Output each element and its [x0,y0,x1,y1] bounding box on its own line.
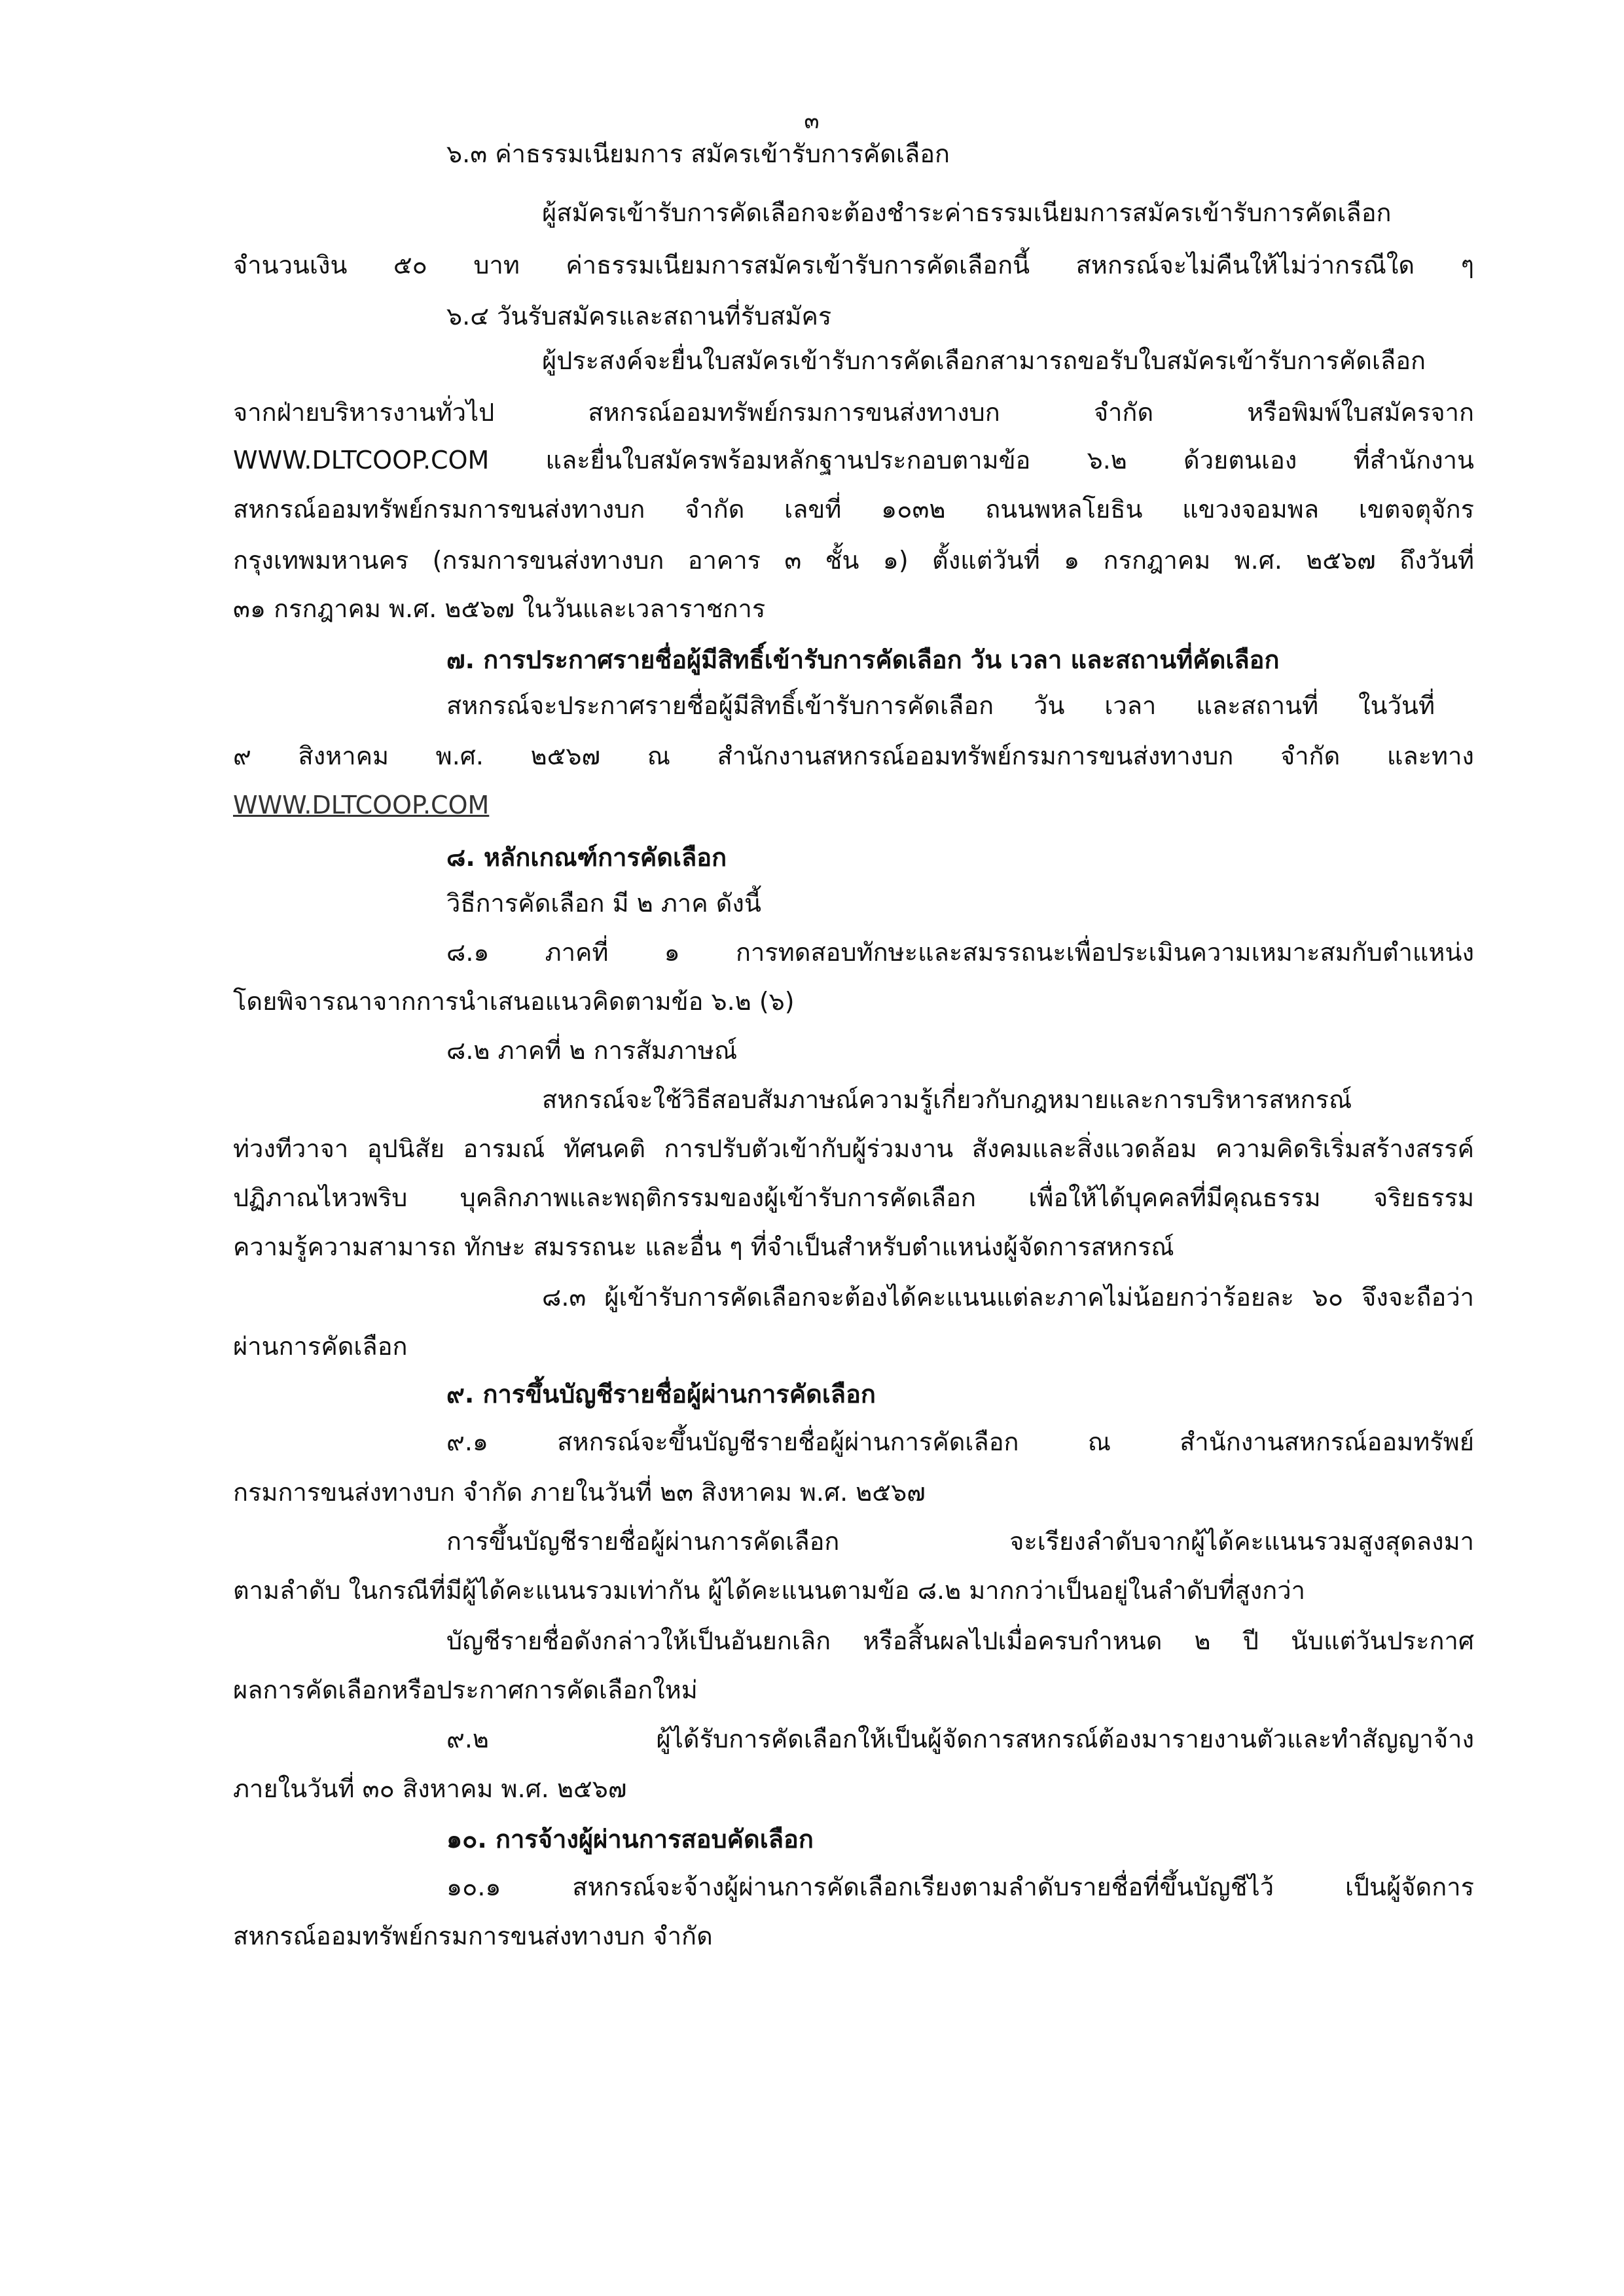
paragraph-line: ความรู้ความสามารถ ทักษะ สมรรถนะ และอื่น ๆ ที่จำเป็นสำหรับตำแหน่งผู้จัดการสหกรณ์ [233,1232,1174,1261]
paragraph-line: ผู้ประสงค์จะยื่นใบสมัครเข้ารับการคัดเลือกสามารถขอรับใบสมัครเข้ารับการคัดเลือก [542,346,1426,375]
paragraph-line: โดยพิจารณาจากการนำเสนอแนวคิดตามข้อ ๖.๒ (๖) [233,987,795,1016]
paragraph-line: ผู้สมัครเข้ารับการคัดเลือกจะต้องชำระค่าธรรมเนียมการสมัครเข้ารับการคัดเลือก [542,198,1392,227]
section-8-3-line: ๘.๓ ผู้เข้ารับการคัดเลือกจะต้องได้คะแนนแต่ละภาคไม่น้อยกว่าร้อยละ ๖๐ จึงจะถือว่า [542,1283,1474,1312]
section-8-heading: ๘. หลักเกณฑ์การคัดเลือก [446,843,727,872]
section-8-1-line: ๘.๑ ภาคที่ ๑ การทดสอบทักษะและสมรรถนะเพื่อประเมินความเหมาะสมกับตำแหน่ง [446,938,1474,967]
paragraph-line: สหกรณ์ออมทรัพย์กรมการขนส่งทางบก จำกัด [233,1922,713,1950]
paragraph-line: WWW.DLTCOOP.COM และยื่นใบสมัครพร้อมหลักฐานประกอบตามข้อ ๖.๒ ด้วยตนเอง ที่สำนักงาน [233,446,1474,475]
section-10-1-line: ๑๐.๑ สหกรณ์จะจ้างผู้ผ่านการคัดเลือกเรียงตามลำดับรายชื่อที่ขึ้นบัญชีไว้ เป็นผู้จัดการ [446,1873,1474,1901]
paragraph-line: กรมการขนส่งทางบก จำกัด ภายในวันที่ ๒๓ สิงหาคม พ.ศ. ๒๕๖๗ [233,1478,926,1507]
paragraph-line: ท่วงทีวาจา อุปนิสัย อารมณ์ ทัศนคติ การปรับตัวเข้ากับผู้ร่วมงาน สังคมและสิ่งแวดล้อม ความคิดริเริ่มสร้างสรรค์ [233,1134,1474,1163]
paragraph-line: ตามลำดับ ในกรณีที่มีผู้ได้คะแนนรวมเท่ากัน ผู้ได้คะแนนตามข้อ ๘.๒ มากกว่าเป็นอยู่ในลำดับที่สูงกว่า [233,1576,1305,1605]
paragraph-line: สหกรณ์ออมทรัพย์กรมการขนส่งทางบก จำกัด เลขที่ ๑๐๓๒ ถนนพหลโยธิน แขวงจอมพล เขตจตุจักร [233,495,1474,524]
paragraph-line: สหกรณ์จะประกาศรายชื่อผู้มีสิทธิ์เข้ารับการคัดเลือก วัน เวลา และสถานที่ ในวันที่ [446,691,1435,720]
website-link[interactable]: WWW.DLTCOOP.COM [233,791,490,819]
paragraph-line: วิธีการคัดเลือก มี ๒ ภาค ดังนี้ [446,889,761,918]
paragraph-line: ๙ สิงหาคม พ.ศ. ๒๕๖๗ ณ สำนักงานสหกรณ์ออมทรัพย์กรมการขนส่งทางบก จำกัด และทาง [233,742,1474,770]
paragraph-line: ปฏิภาณไหวพริบ บุคลิกภาพและพฤติกรรมของผู้เข้ารับการคัดเลือก เพื่อให้ได้บุคคลที่มีคุณธรรม จริยธรรม [233,1183,1474,1212]
paragraph-line: ๓๑ กรกฎาคม พ.ศ. ๒๕๖๗ ในวันและเวลาราชการ [233,594,766,623]
section-10-heading: ๑๐. การจ้างผู้ผ่านการสอบคัดเลือก [446,1825,814,1854]
section-6-3-heading: ๖.๓ ค่าธรรมเนียมการ สมัครเข้ารับการคัดเลือก [446,139,950,168]
section-7-heading: ๗. การประกาศรายชื่อผู้มีสิทธิ์เข้ารับการคัดเลือก วัน เวลา และสถานที่คัดเลือก [446,645,1280,674]
section-9-heading: ๙. การขึ้นบัญชีรายชื่อผู้ผ่านการคัดเลือก [446,1380,876,1408]
section-9-1-line: ๙.๑ สหกรณ์จะขึ้นบัญชีรายชื่อผู้ผ่านการคัดเลือก ณ สำนักงานสหกรณ์ออมทรัพย์ [446,1427,1474,1456]
section-9-2-line: ๙.๒ ผู้ได้รับการคัดเลือกให้เป็นผู้จัดการสหกรณ์ต้องมารายงานตัวและทำสัญญาจ้าง [446,1725,1474,1753]
section-8-2-heading: ๘.๒ ภาคที่ ๒ การสัมภาษณ์ [446,1036,738,1065]
paragraph-line: ผลการคัดเลือกหรือประกาศการคัดเลือกใหม่ [233,1676,698,1704]
paragraph-line: กรุงเทพมหานคร (กรมการขนส่งทางบก อาคาร ๓ ชั้น ๑) ตั้งแต่วันที่ ๑ กรกฎาคม พ.ศ. ๒๕๖๗ ถึงวันที่ [233,546,1474,575]
paragraph-line: สหกรณ์จะใช้วิธีสอบสัมภาษณ์ความรู้เกี่ยวกับกฎหมายและการบริหารสหกรณ์ [542,1085,1352,1114]
paragraph-line: จำนวนเงิน ๕๐ บาท ค่าธรรมเนียมการสมัครเข้ารับการคัดเลือกนี้ สหกรณ์จะไม่คืนให้ไม่ว่ากรณีใด ๆ [233,251,1474,279]
paragraph-line: บัญชีรายชื่อดังกล่าวให้เป็นอันยกเลิก หรือสิ้นผลไปเมื่อครบกำหนด ๒ ปี นับแต่วันประกาศ [446,1626,1474,1655]
section-6-4-heading: ๖.๔ วันรับสมัครและสถานที่รับสมัคร [446,302,832,331]
paragraph-line: การขึ้นบัญชีรายชื่อผู้ผ่านการคัดเลือก จะเรียงลำดับจากผู้ได้คะแนนรวมสูงสุดลงมา [446,1527,1474,1556]
paragraph-line: จากฝ่ายบริหารงานทั่วไป สหกรณ์ออมทรัพย์กรมการขนส่งทางบก จำกัด หรือพิมพ์ใบสมัครจาก [233,398,1474,427]
page-number: ๓ [804,108,820,134]
paragraph-line: ภายในวันที่ ๓๐ สิงหาคม พ.ศ. ๒๕๖๗ [233,1774,627,1803]
paragraph-line: ผ่านการคัดเลือก [233,1332,408,1361]
